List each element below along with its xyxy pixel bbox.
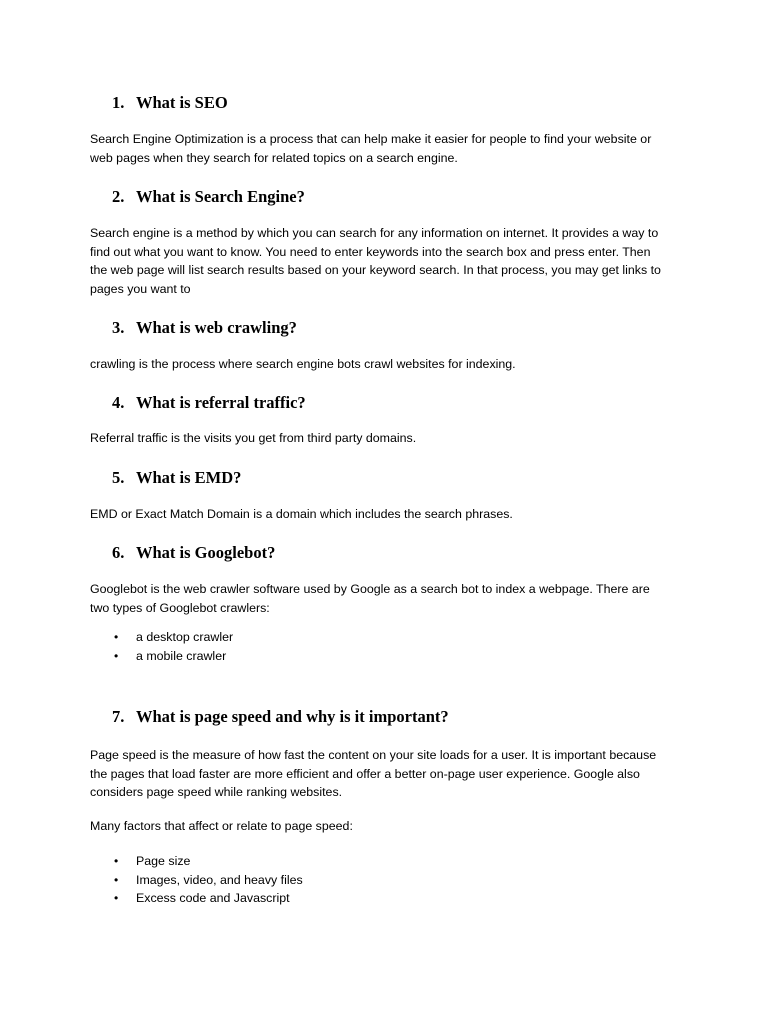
section-number: 4. [112, 393, 125, 412]
list-item [112, 647, 233, 666]
list-item [112, 871, 303, 890]
list-item [112, 889, 303, 908]
section-number: 2. [112, 187, 125, 206]
section-heading-referral-traffic [112, 393, 306, 413]
paragraph-line: Page speed is the measure of how fast the content on your site loads for a user. It is important because [90, 748, 657, 762]
section-paragraph-page-speed [90, 746, 690, 802]
bullet-icon: • [114, 854, 119, 868]
section-heading-emd [112, 468, 241, 488]
paragraph-line: two types of Googlebot crawlers: [90, 600, 270, 615]
list-item-text: Page size [136, 854, 191, 868]
paragraph-line: the pages that load faster are more efficient and offer a better on-page user experience. Google also [90, 766, 640, 781]
section-heading-googlebot [112, 543, 275, 563]
paragraph-line: pages you want to [90, 281, 191, 296]
section-number: 7. [112, 707, 125, 726]
section-number: 3. [112, 318, 125, 337]
list-item-text: a desktop crawler [136, 630, 234, 644]
section-heading-search-engine [112, 187, 305, 207]
paragraph-line: web pages when they search for related topics on a search engine. [90, 150, 458, 165]
section-heading-page-speed [112, 707, 449, 727]
paragraph-line: considers page speed while ranking websites. [90, 785, 343, 799]
section-heading-seo [112, 93, 228, 113]
bullet-icon: • [114, 891, 119, 905]
list-item [112, 628, 233, 647]
section-title: What is Search Engine? [136, 187, 305, 206]
section-paragraph-googlebot [90, 580, 690, 617]
paragraph-line: Referral traffic is the visits you get from third party domains. [90, 431, 417, 445]
list-item-text: Images, video, and heavy files [136, 872, 303, 887]
list-item-text: a mobile crawler [136, 648, 227, 663]
section-paragraph-web-crawling [90, 355, 690, 374]
list-item-text: Excess code and Javascript [136, 891, 290, 905]
list-item [112, 852, 303, 871]
bullet-icon: • [114, 872, 119, 887]
section-title: What is EMD? [136, 468, 242, 487]
bullet-list-page-speed [112, 852, 303, 908]
section-number: 1. [112, 93, 125, 112]
paragraph-line: Search engine is a method by which you can search for any information on internet. It provides a way to [90, 226, 659, 240]
paragraph-line: crawling is the process where search engine bots crawl websites for indexing. [90, 357, 516, 371]
bullet-list-googlebot [112, 628, 233, 665]
bullet-icon: • [114, 630, 119, 644]
section-title: What is web crawling? [136, 318, 297, 337]
section-paragraph-referral-traffic [90, 429, 690, 448]
section-paragraph-seo [90, 130, 690, 167]
paragraph-line: Googlebot is the web crawler software used by Google as a search bot to index a webpage. There are [90, 582, 650, 596]
section-title: What is SEO [136, 93, 228, 112]
section-paragraph-emd [90, 505, 690, 524]
bullet-icon: • [114, 648, 119, 663]
paragraph-line: find out what you want to know. You need to enter keywords into the search box and press enter. Then [90, 244, 651, 259]
section-title: What is page speed and why is it important? [136, 707, 449, 726]
paragraph-line: Search Engine Optimization is a process that can help make it easier for people to find your website or [90, 132, 652, 146]
section-paragraph-page-speed-factors [90, 817, 690, 836]
section-number: 5. [112, 468, 125, 487]
section-paragraph-search-engine [90, 224, 690, 298]
section-number: 6. [112, 543, 125, 562]
paragraph-line: Many factors that affect or relate to page speed: [90, 819, 353, 833]
section-title: What is Googlebot? [136, 543, 276, 562]
section-title: What is referral traffic? [136, 393, 306, 412]
paragraph-line: the web page will list search results based on your keyword search. In that process, you may get links to [90, 263, 661, 277]
section-heading-web-crawling [112, 318, 297, 338]
paragraph-line: EMD or Exact Match Domain is a domain which includes the search phrases. [90, 507, 513, 521]
